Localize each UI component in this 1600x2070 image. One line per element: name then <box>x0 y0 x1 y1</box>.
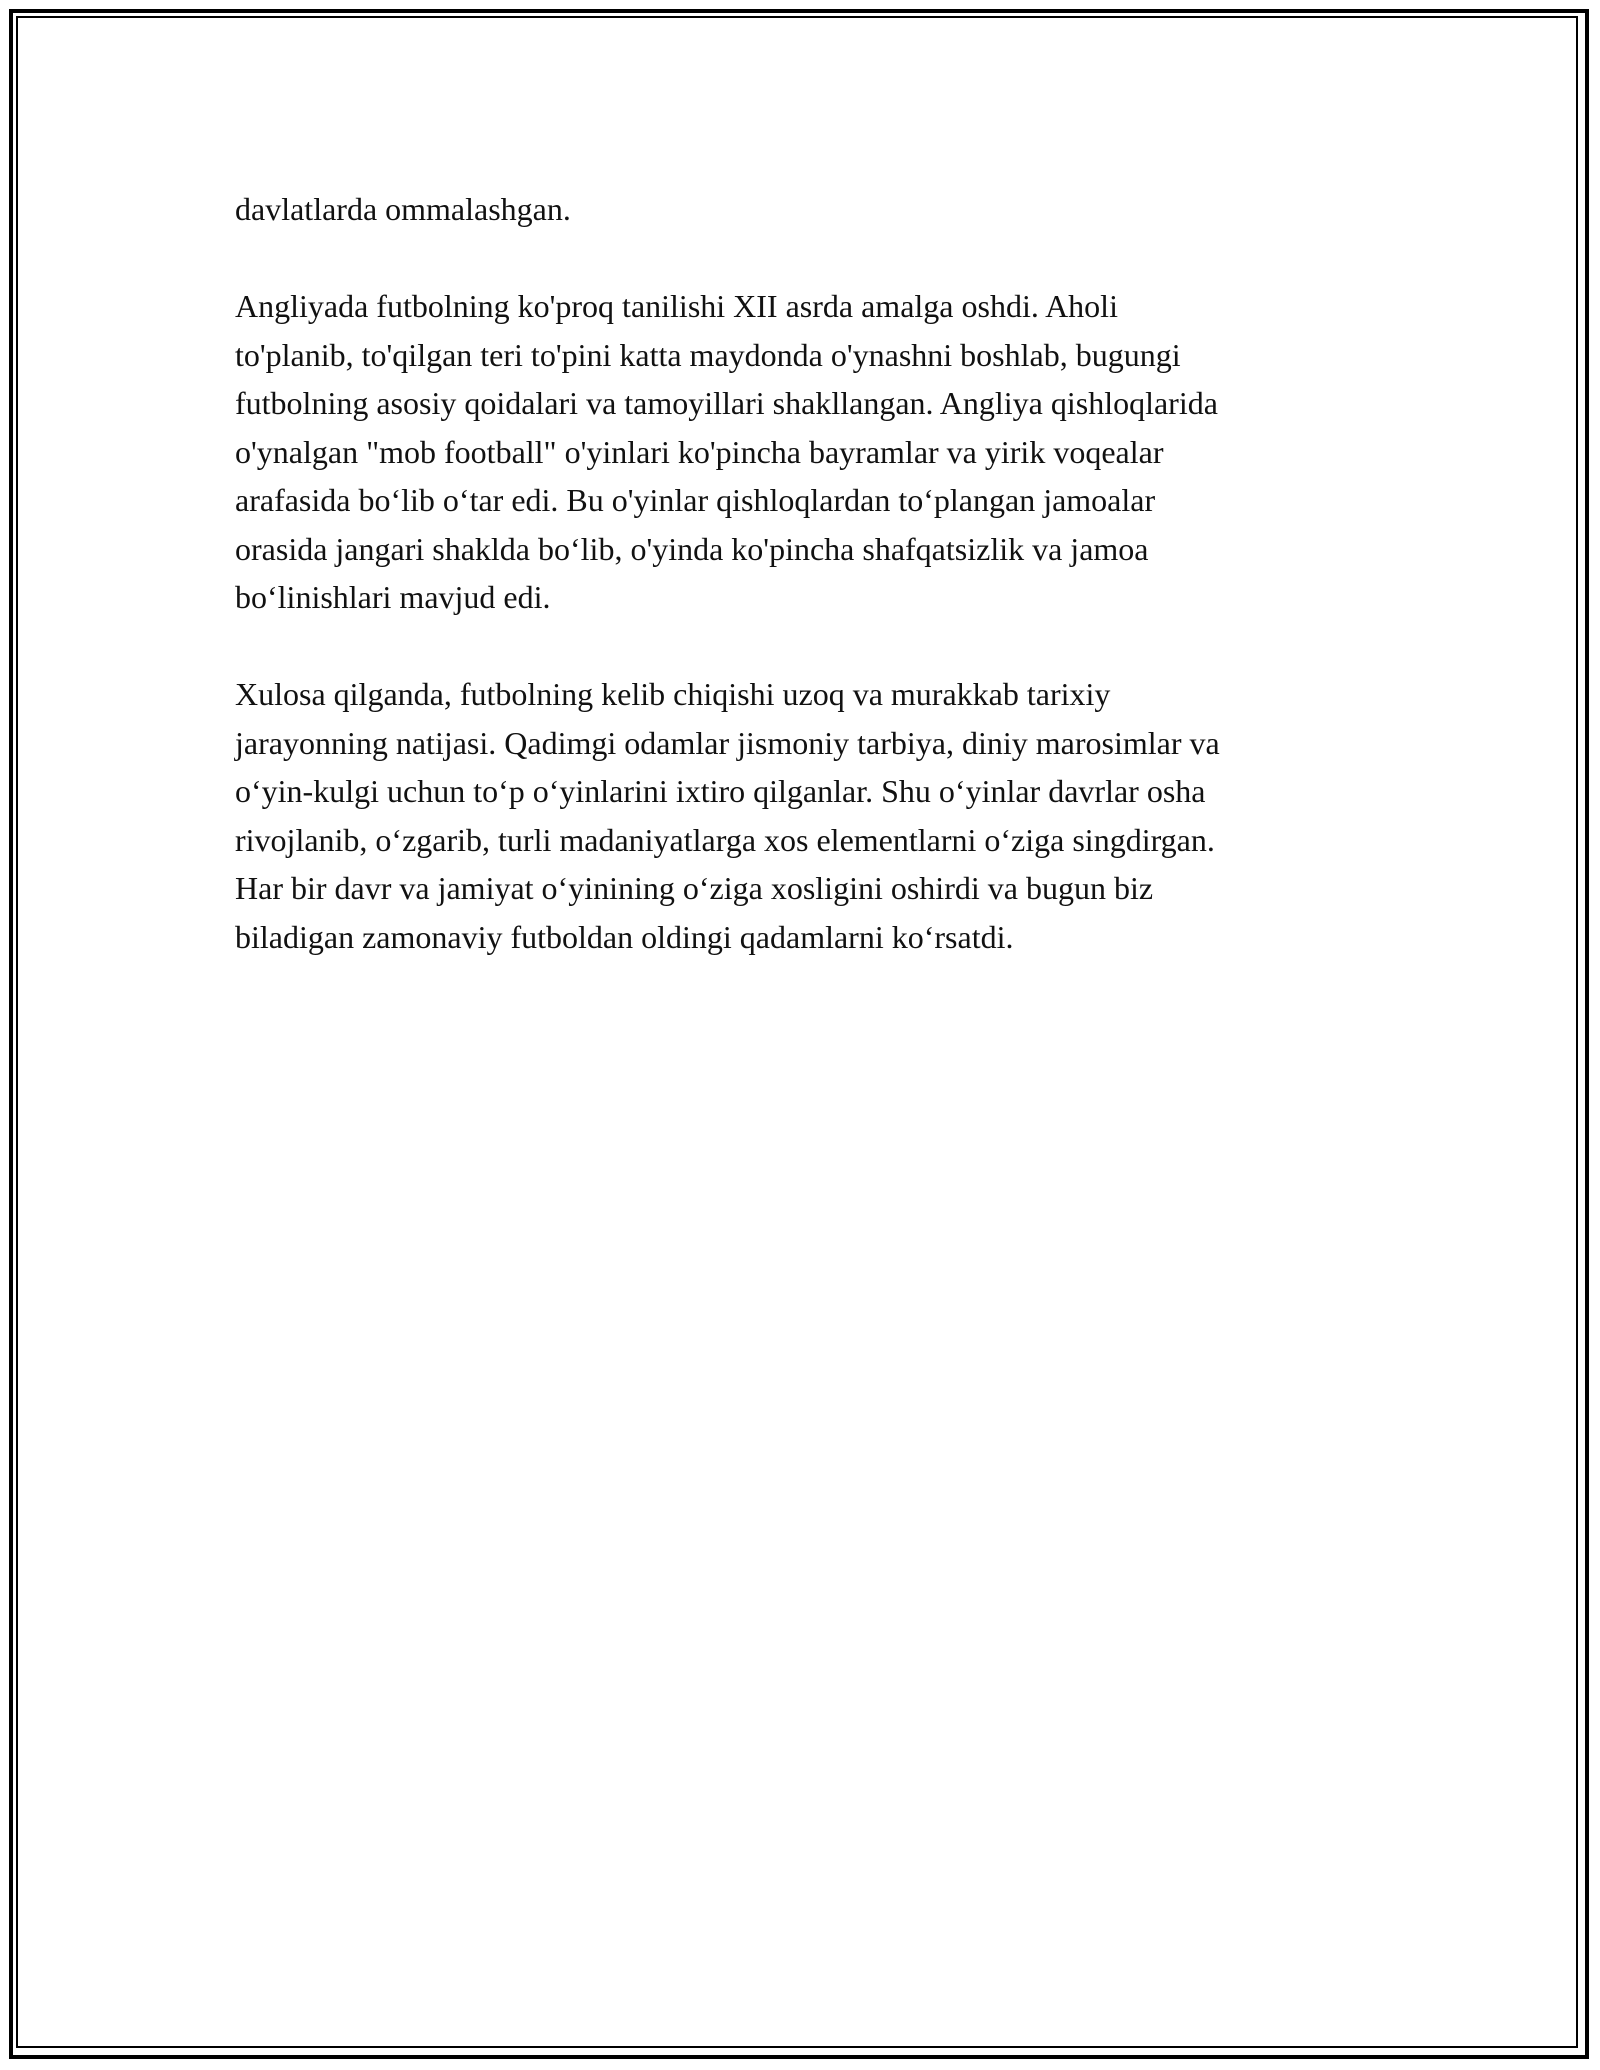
text-line: davlatlarda ommalashgan. <box>235 191 571 227</box>
paragraph-2 <box>235 282 1375 622</box>
text-line: jarayonning natijasi. Qadimgi odamlar jismoniy tarbiya, diniy marosimlar va <box>235 724 1220 761</box>
text-line: Har bir davr va jamiyat o‘yinining o‘ziga xosligini oshirdi va bugun biz <box>235 870 1154 906</box>
text-line: biladigan zamonaviy futboldan oldingi qadamlarni ko‘rsatdi. <box>235 918 1014 955</box>
text-line: futbolning asosiy qoidalari va tamoyillari shakllangan. Angliya qishloqlarida <box>235 385 1218 421</box>
text-line: Xulosa qilganda, futbolning kelib chiqishi uzoq va murakkab tarixiy <box>235 676 1111 712</box>
text-line: rivojlanib, o‘zgarib, turli madaniyatlarga xos elementlarni o‘ziga singdirgan. <box>235 821 1215 858</box>
text-line: orasida jangari shaklda bo‘lib, o'yinda ko'pincha shafqatsizlik va jamoa <box>235 530 1149 567</box>
paragraph-1 <box>235 185 1375 234</box>
text-line: o‘yin-kulgi uchun to‘p o‘yinlarini ixtiro qilganlar. Shu o‘yinlar davrlar osha <box>235 773 1206 809</box>
text-line: arafasida bo‘lib o‘tar edi. Bu o'yinlar qishloqlardan to‘plangan jamoalar <box>235 482 1156 518</box>
text-line: Angliyada futbolning ko'proq tanilishi XII asrda amalga oshdi. Aholi <box>235 288 1118 324</box>
text-line: to'planib, to'qilgan teri to'pini katta maydonda o'ynashni boshlab, bugungi <box>235 336 1181 373</box>
text-line: bo‘linishlari mavjud edi. <box>235 579 551 615</box>
paragraph-3 <box>235 670 1375 961</box>
document-body <box>235 185 1375 1010</box>
text-line: o'ynalgan "mob football" o'yinlari ko'pincha bayramlar va yirik voqealar <box>235 433 1164 470</box>
